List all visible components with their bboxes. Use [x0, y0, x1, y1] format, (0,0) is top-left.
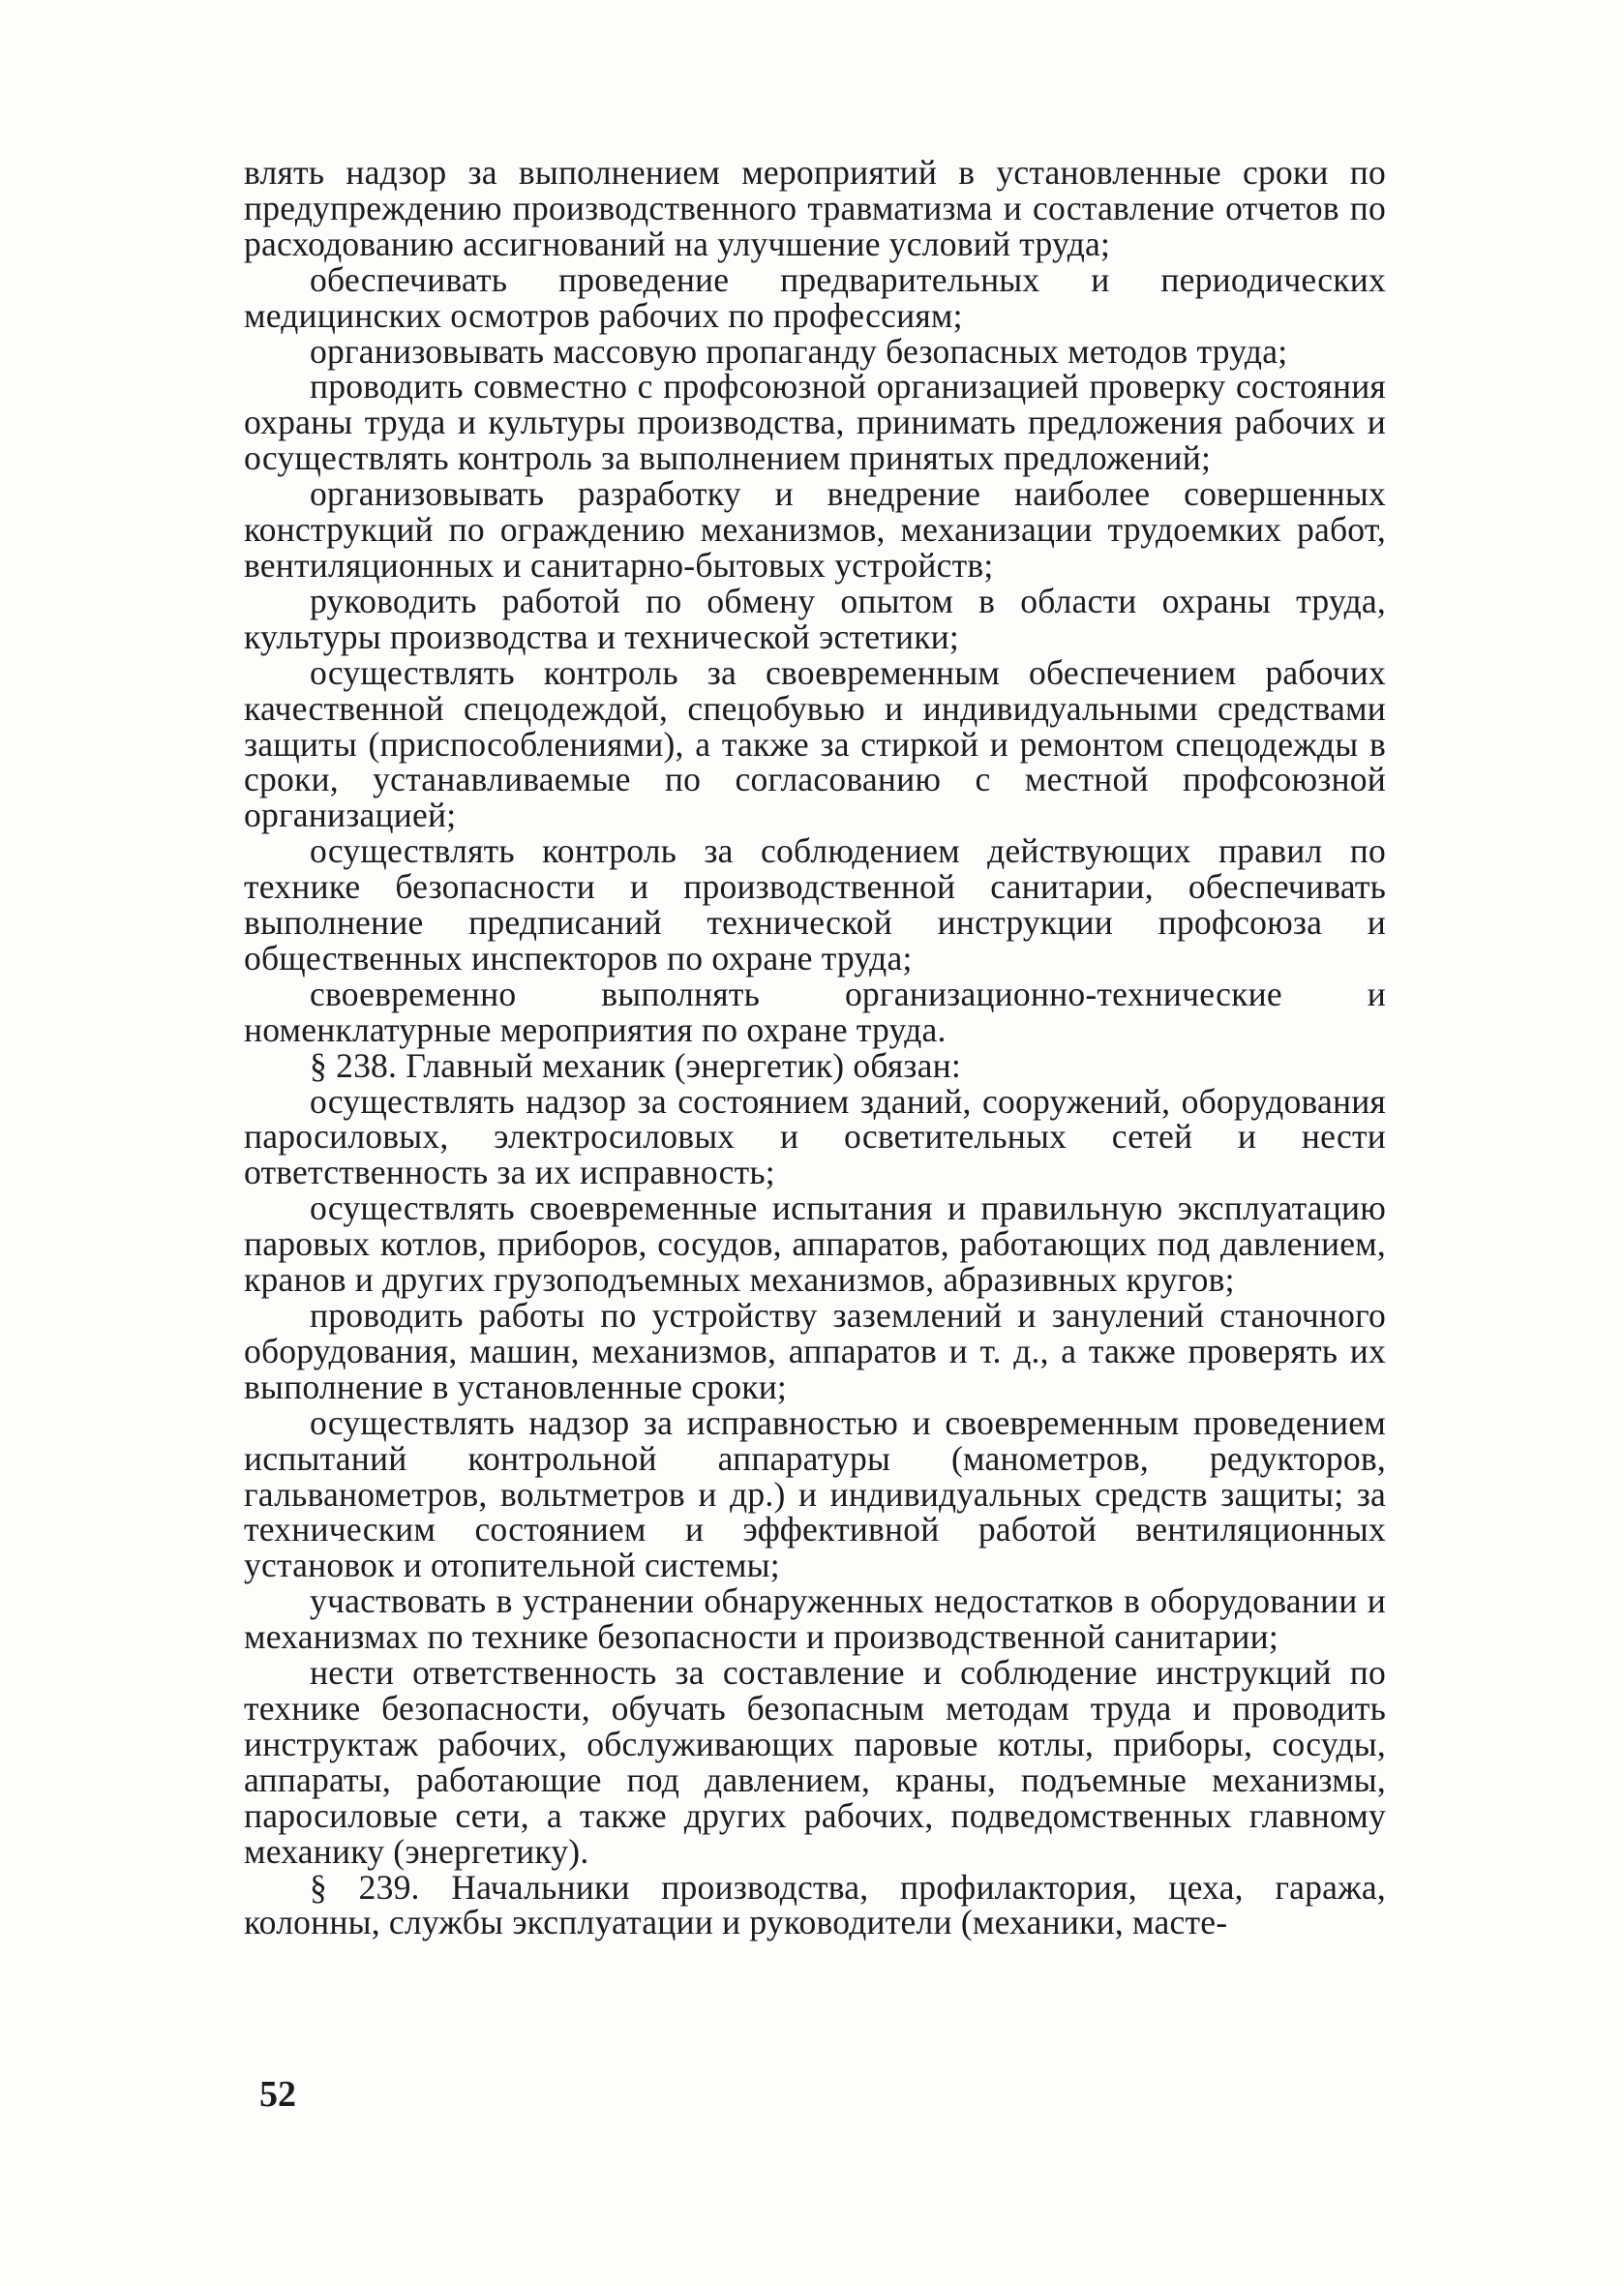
paragraph: проводить совместно с профсоюзной организацией проверку состояния охраны труда и культуры производства, принимать предложения рабочих и осуществлять контроль за выполнением принятых предложений;	[244, 367, 1386, 478]
paragraph: проводить работы по устройству заземлений и занулений станочного оборудования, машин, механизмов, аппаратов и т. д., а также проверять их выполнение в установленные сроки;	[244, 1296, 1386, 1406]
paragraph: организовывать разработку и внедрение наиболее совершенных конструкций по ограждению механизмов, механизации трудоемких работ, вентиляционных и санитарно-бытовых устройств;	[244, 474, 1386, 585]
paragraph: осуществлять надзор за исправностью и своевременным проведением испытаний контрольной аппаратуры (манометров, редукторов, гальванометров, вольтметров и др.) и индивидуальных средств защиты; за техническим состоянием и эффективной работой вентиляционных установок и отопительной системы;	[244, 1402, 1386, 1585]
paragraph: осуществлять своевременные испытания и правильную эксплуатацию паровых котлов, приборов, сосудов, аппаратов, работающих под давлением, кранов и других грузоподъемных механизмов, абразивных кругов;	[244, 1188, 1386, 1300]
paragraph: своевременно выполнять организационно-технические и номенклатурные мероприятия по охране труда.	[244, 974, 1386, 1049]
paragraph: осуществлять контроль за своевременным обеспечением рабочих качественной спецодеждой, спецобувью и индивидуальными средствами защиты (приспособлениями), а также за стиркой и ремонтом спецодежды в сроки, устанавливаемые по согласованию с местной профсоюзной организацией;	[244, 652, 1386, 835]
paragraph: осуществлять надзор за состоянием зданий, сооружений, оборудования паросиловых, электросиловых и осветительных сетей и нести ответственность за их исправность;	[244, 1081, 1386, 1192]
paragraph: руководить работой по обмену опытом в области охраны труда, культуры производства и технической эстетики;	[244, 581, 1386, 656]
paragraph: влять надзор за выполнением мероприятий в установленные сроки по предупреждению производственного травматизма и составление отчетов по расходованию ассигнований на улучшение условий труда;	[244, 153, 1386, 263]
paragraph: нести ответственность за составление и соблюдение инструкций по технике безопасности, обучать безопасным методам труда и проводить инструктаж рабочих, обслуживающих паровые котлы, приборы, сосуды, аппараты, работающие под давлением, краны, подъемные механизмы, паросиловые сети, а также других рабочих, подведомственных главному механику (энергетику).	[244, 1653, 1386, 1871]
paragraph: обеспечивать проведение предварительных и периодических медицинских осмотров рабочих по профессиям;	[244, 259, 1386, 335]
paragraph: осуществлять контроль за соблюдением действующих правил по технике безопасности и производственной санитарии, обеспечивать выполнение предписаний технической инструкции профсоюза и общественных инспекторов по охране труда;	[244, 831, 1386, 978]
page-number: 52	[259, 2074, 296, 2115]
paragraph: участвовать в устранении обнаруженных недостатков в оборудовании и механизмах по технике безопасности и производственной санитарии;	[244, 1581, 1386, 1657]
section-heading-239: § 239. Начальники производства, профилактория, цеха, гаража, колонны, службы эксплуатации и руководители (механики, масте-	[244, 1867, 1386, 1942]
section-heading-238: § 238. Главный механик (энергетик) обязан:	[310, 1045, 961, 1085]
body-text	[244, 155, 1386, 1940]
paragraph: организовывать массовую пропаганду безопасных методов труда;	[310, 331, 1288, 371]
